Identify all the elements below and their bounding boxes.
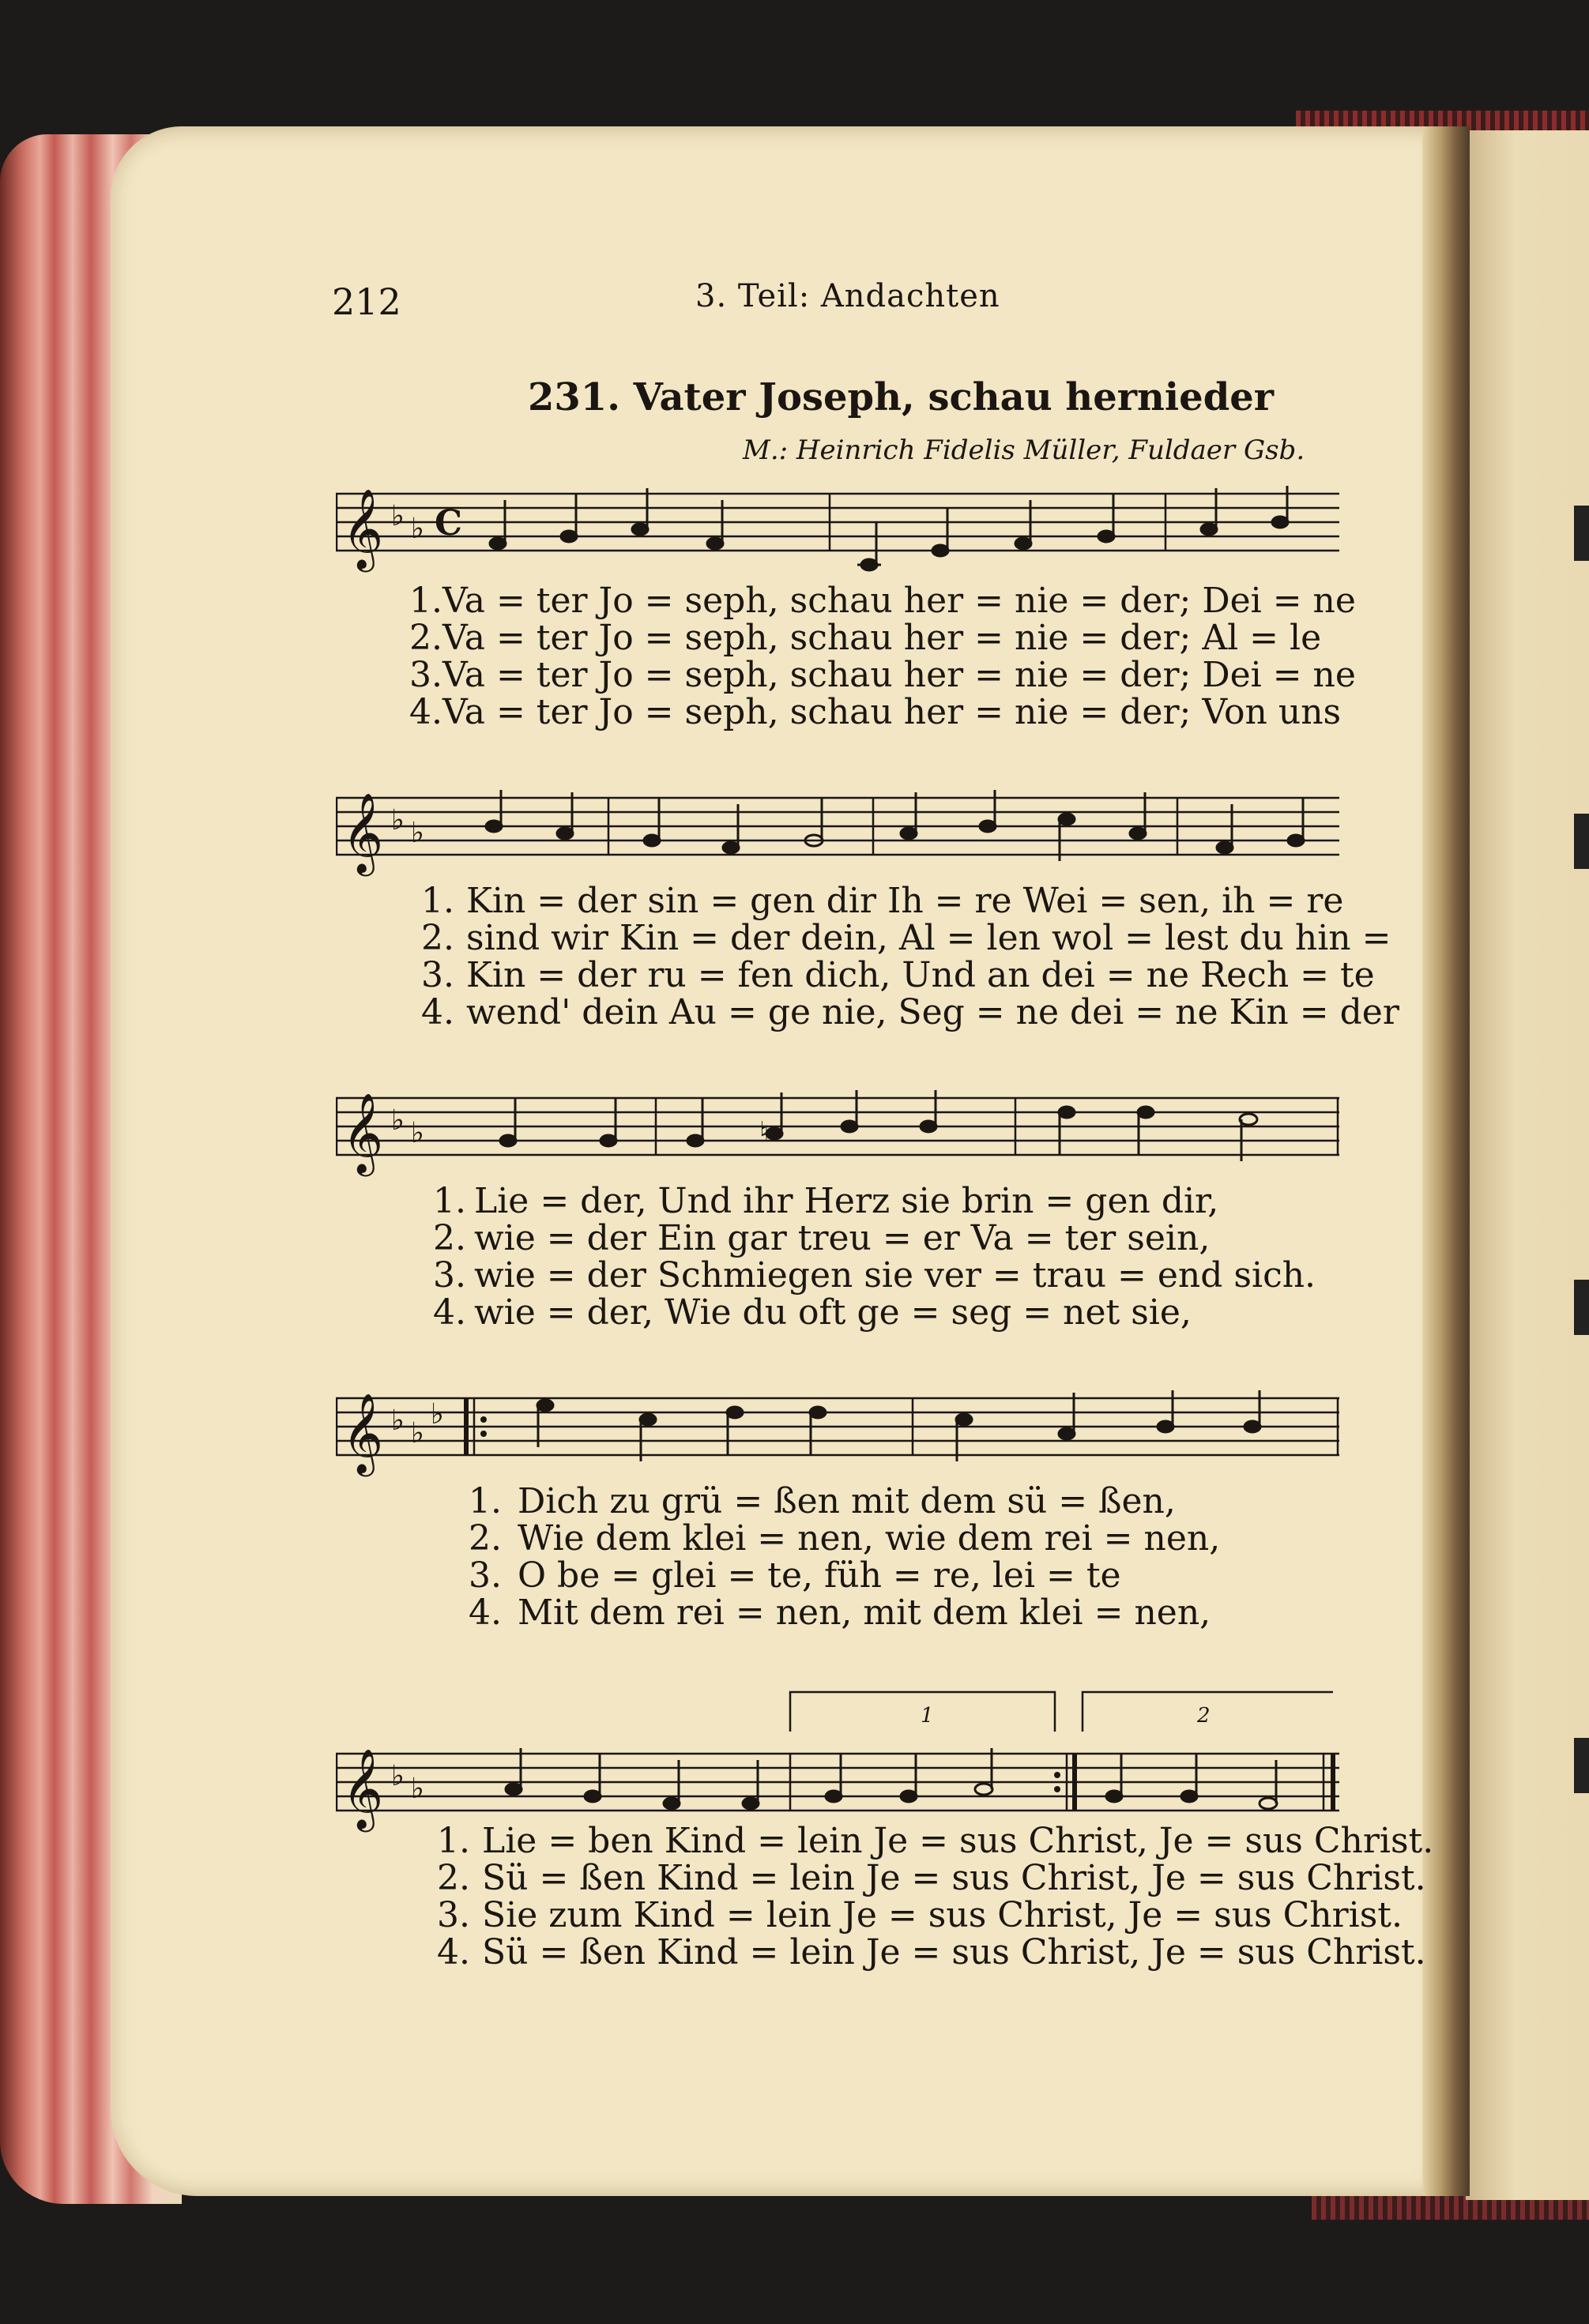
verse-lyrics: Va = ter Jo = seph, schau her = nie = der; Al = le bbox=[442, 618, 1322, 658]
verse-lyrics: Sü = ßen Kind = lein Je = sus Christ, Je = sus Christ. bbox=[482, 1858, 1426, 1898]
svg-text:♭: ♭ bbox=[411, 513, 424, 545]
verse-line bbox=[421, 881, 1344, 921]
verse-lyrics: wie = der Schmiegen sie ver = trau = end sich. bbox=[474, 1255, 1316, 1295]
verse-lyrics: Va = ter Jo = seph, schau her = nie = der; Dei = ne bbox=[442, 581, 1356, 621]
svg-text:𝄞: 𝄞 bbox=[342, 1092, 384, 1173]
verse-number: 2. bbox=[421, 918, 454, 958]
verse-line bbox=[433, 1292, 1192, 1333]
music-staff-3 bbox=[336, 1090, 1347, 1177]
verse-number: 4. bbox=[469, 1593, 502, 1633]
facing-page bbox=[1466, 130, 1589, 2200]
verse-line bbox=[469, 1481, 1176, 1521]
verse-number: 4. bbox=[409, 692, 442, 732]
verse-line bbox=[469, 1555, 1121, 1596]
hymn-title: 231. Vater Joseph, schau hernieder bbox=[528, 375, 1275, 419]
music-staff-4 bbox=[336, 1390, 1347, 1477]
verse-line bbox=[421, 992, 1399, 1032]
verse-line bbox=[421, 955, 1375, 995]
verse-number: 2. bbox=[437, 1858, 470, 1898]
verse-number: 4. bbox=[437, 1932, 470, 1972]
verse-lyrics: Kin = der sin = gen dir Ih = re Wei = sen, ih = re bbox=[466, 881, 1344, 921]
verse-lyrics: Mit dem rei = nen, mit dem klei = nen, bbox=[518, 1593, 1211, 1633]
verse-line bbox=[437, 1895, 1403, 1935]
verse-number: 2. bbox=[433, 1218, 466, 1258]
verse-line bbox=[409, 618, 1322, 658]
verse-line bbox=[421, 918, 1391, 958]
verse-lyrics: Dich zu grü = ßen mit dem sü = ßen, bbox=[518, 1481, 1176, 1521]
verse-line bbox=[409, 692, 1342, 732]
verse-number: 4. bbox=[421, 992, 454, 1032]
running-head: 3. Teil: Andachten bbox=[695, 278, 1000, 314]
page-number: 212 bbox=[332, 280, 401, 323]
verse-number: 3. bbox=[421, 955, 454, 995]
svg-text:♭: ♭ bbox=[391, 500, 405, 532]
verse-line bbox=[469, 1593, 1211, 1633]
svg-text:♭: ♭ bbox=[391, 1405, 405, 1437]
volta-2-label: 2 bbox=[1197, 1704, 1211, 1728]
verse-lyrics: sind wir Kin = der dein, Al = len wol = lest du hin = bbox=[466, 918, 1391, 958]
verse-lyrics: Kin = der ru = fen dich, Und an dei = ne Rech = te bbox=[466, 955, 1375, 995]
verse-number: 4. bbox=[433, 1292, 466, 1333]
verse-line bbox=[433, 1255, 1316, 1295]
verse-line bbox=[433, 1218, 1211, 1258]
verse-lyrics: wend' dein Au = ge nie, Seg = ne dei = ne Kin = der bbox=[466, 992, 1399, 1032]
svg-text:♭: ♭ bbox=[411, 817, 424, 849]
verse-lyrics: wie = der, Wie du oft ge = seg = net sie, bbox=[474, 1292, 1192, 1333]
facing-page-mark bbox=[1574, 814, 1589, 869]
svg-text:𝄞: 𝄞 bbox=[342, 1747, 384, 1829]
svg-text:C: C bbox=[435, 503, 463, 543]
verse-line bbox=[433, 1181, 1219, 1221]
verse-line bbox=[409, 655, 1356, 695]
page-gutter bbox=[1422, 126, 1470, 2196]
verse-lyrics: Lie = ben Kind = lein Je = sus Christ, Je = sus Christ. bbox=[482, 1821, 1434, 1861]
verse-lyrics: Sü = ßen Kind = lein Je = sus Christ, Je = sus Christ. bbox=[482, 1932, 1426, 1972]
svg-text:♭: ♭ bbox=[411, 1417, 424, 1450]
verse-line bbox=[437, 1858, 1426, 1898]
verse-lyrics: Va = ter Jo = seph, schau her = nie = der; Dei = ne bbox=[442, 655, 1356, 695]
verse-lyrics: Va = ter Jo = seph, schau her = nie = der; Von uns bbox=[442, 692, 1342, 732]
verse-line bbox=[469, 1518, 1221, 1559]
hymn-attribution: M.: Heinrich Fidelis Müller, Fuldaer Gsb. bbox=[743, 434, 1305, 466]
svg-text:𝄞: 𝄞 bbox=[342, 792, 384, 873]
music-staff-2 bbox=[336, 790, 1347, 877]
verse-number: 1. bbox=[421, 881, 454, 921]
verse-number: 1. bbox=[433, 1181, 466, 1221]
svg-text:𝄞: 𝄞 bbox=[342, 487, 384, 569]
verse-lyrics: Sie zum Kind = lein Je = sus Christ, Je = sus Christ. bbox=[482, 1895, 1403, 1935]
verse-number: 1. bbox=[437, 1821, 470, 1861]
verse-number: 1. bbox=[409, 581, 442, 621]
verse-lyrics: Wie dem klei = nen, wie dem rei = nen, bbox=[518, 1518, 1221, 1559]
verse-number: 3. bbox=[437, 1895, 470, 1935]
facing-page-mark bbox=[1574, 1280, 1589, 1335]
verse-lyrics: Lie = der, Und ihr Herz sie brin = gen dir, bbox=[474, 1181, 1219, 1221]
verse-line bbox=[409, 581, 1356, 621]
verse-lyrics: O be = glei = te, füh = re, lei = te bbox=[518, 1555, 1121, 1596]
svg-text:♭: ♭ bbox=[411, 1773, 424, 1805]
volta-1-label: 1 bbox=[921, 1704, 934, 1728]
svg-text:♭: ♭ bbox=[391, 1104, 405, 1137]
verse-lyrics: wie = der Ein gar treu = er Va = ter sein, bbox=[474, 1218, 1211, 1258]
svg-text:𝄞: 𝄞 bbox=[342, 1392, 384, 1473]
svg-text:♭: ♭ bbox=[391, 1760, 405, 1792]
verse-line bbox=[437, 1821, 1434, 1861]
music-staff-1 bbox=[336, 486, 1347, 573]
svg-text:♭: ♭ bbox=[431, 1398, 444, 1431]
svg-text:♮: ♮ bbox=[759, 1116, 770, 1148]
verse-line bbox=[437, 1932, 1426, 1972]
verse-number: 3. bbox=[469, 1555, 502, 1596]
verse-number: 3. bbox=[409, 655, 442, 695]
svg-text:♭: ♭ bbox=[391, 804, 405, 837]
facing-page-mark bbox=[1574, 506, 1589, 561]
verse-number: 2. bbox=[469, 1518, 502, 1559]
verse-number: 3. bbox=[433, 1255, 466, 1295]
verse-number: 1. bbox=[469, 1481, 502, 1521]
facing-page-mark bbox=[1574, 1738, 1589, 1793]
svg-text:♭: ♭ bbox=[411, 1117, 424, 1149]
verse-number: 2. bbox=[409, 618, 442, 658]
